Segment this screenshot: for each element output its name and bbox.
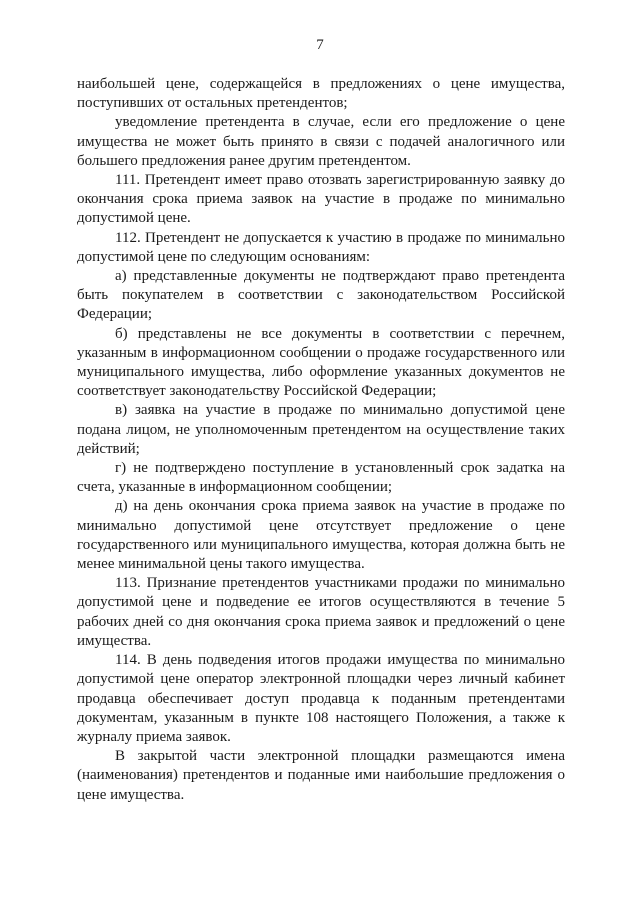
paragraph-114: 114. В день подведения итогов продажи имущества по минимально допустимой цене оператор электронной площадки через личный кабинет продавца обеспечивает доступ продавца к поданным претендентами документам, указанным в пункте 108 настоящего Положения, а также к журналу приема заявок. [77,652,565,745]
paragraph-112: 112. Претендент не допускается к участию в продаже по минимально допустимой цене по следующим основаниям: [77,229,565,265]
paragraph-112-d: д) на день окончания срока приема заявок на участие в продаже по минимально допустимой цене отсутствует предложение о цене государственного или муниципального имущества, которая должна быть не менее минимальной цены такого имущества. [77,498,565,573]
paragraph-continuation: наибольшей цене, содержащейся в предложениях о цене имущества, поступивших от остальных претендентов; [77,76,565,112]
page-number: 7 [316,37,324,53]
document-body [77,75,565,805]
paragraph-112-v: в) заявка на участие в продаже по минимально допустимой цене подана лицом, не уполномоченным претендентом на осуществление таких действий; [77,402,565,457]
paragraph-112-g: г) не подтверждено поступление в установленный срок задатка на счета, указанные в информационном сообщении; [77,460,565,496]
paragraph-113: 113. Признание претендентов участниками продажи по минимально допустимой цене и подведение ее итогов осуществляются в течение 5 рабочих дней со дня окончания срока приема заявок и предложений о цене имущества. [77,575,565,649]
paragraph-closed-part: В закрытой части электронной площадки размещаются имена (наименования) претендентов и поданные ими наибольшие предложения о цене имущества. [77,748,565,803]
paragraph-112-b: б) представлены не все документы в соответствии с перечнем, указанным в информационном сообщении о продаже государственного или муниципального имущества, либо оформление указанных документов не соответствует законодательству Российской Федерации; [77,325,565,400]
paragraph-112-a: а) представленные документы не подтверждают право претендента быть покупателем в соответствии с законодательством Российской Федерации; [77,268,565,323]
paragraph-notification: уведомление претендента в случае, если его предложение о цене имущества не может быть принято в связи с подачей аналогичного или большего предложения ранее другим претендентом. [77,114,565,169]
paragraph-111: 111. Претендент имеет право отозвать зарегистрированную заявку до окончания срока приема заявок на участие в продаже по минимально допустимой цене. [77,172,565,227]
